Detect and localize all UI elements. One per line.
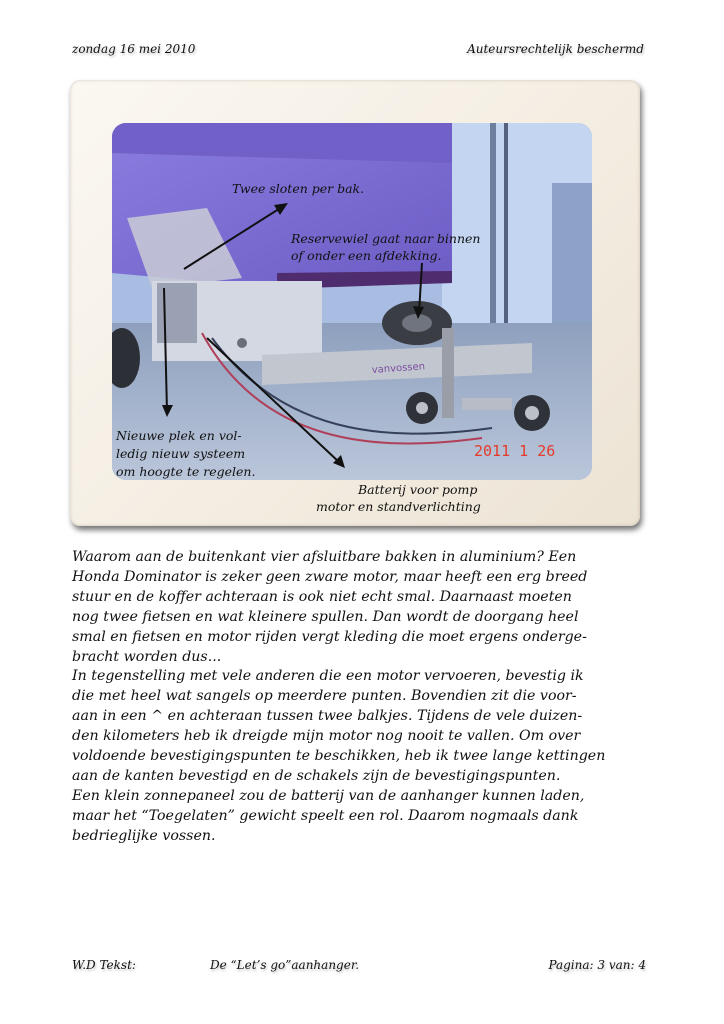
footer-author: W.D Tekst: xyxy=(72,958,136,972)
caption-height-line-1: Nieuwe plek en vol- xyxy=(116,428,242,443)
photo-watermark: vanvossen xyxy=(371,361,426,376)
caption-height-line-3: om hoogte te regelen. xyxy=(116,464,256,479)
caption-battery-line-2: motor en standverlichting xyxy=(316,499,481,514)
body-line: den kilometers heb ik dreigde mijn motor nog nooit te vallen. Om over xyxy=(72,728,581,745)
body-line: bracht worden dus... xyxy=(72,648,222,665)
caption-height-line-2: ledig nieuw systeem xyxy=(116,446,246,461)
body-line: voldoende bevestigingspunten te beschikken, heb ik twee lange kettingen xyxy=(72,748,606,765)
header-date: zondag 16 mei 2010 xyxy=(72,42,196,56)
footer-title: De “Let’s go”aanhanger. xyxy=(210,958,360,972)
body-line: aan in een ^ en achteraan tussen twee balkjes. Tijdens de vele duizen- xyxy=(72,708,583,725)
trailer-photo-drawing xyxy=(112,123,592,480)
footer-page-number: Pagina: 3 van: 4 xyxy=(548,958,646,972)
photo-timestamp: 2011 1 26 xyxy=(474,442,556,460)
caption-spare-wheel-line-2: of onder een afdekking. xyxy=(291,248,442,263)
body-line: stuur en de koffer achteraan is ook niet echt smal. Daarnaast moeten xyxy=(72,588,572,605)
trailer-photo xyxy=(112,123,592,480)
caption-locks: Twee sloten per bak. xyxy=(232,181,365,196)
body-line: bedrieglijke vossen. xyxy=(72,827,216,844)
body-line: Waarom aan de buitenkant vier afsluitbare bakken in aluminium? Een xyxy=(72,549,577,565)
body-line: smal en fietsen en motor rijden vergt kleding die moet ergens onderge- xyxy=(72,628,587,645)
body-line: Een klein zonnepaneel zou de batterij van de aanhanger kunnen laden, xyxy=(72,787,585,804)
body-line: In tegenstelling met vele anderen die een motor vervoeren, bevestig ik xyxy=(72,668,584,685)
body-text xyxy=(72,548,652,847)
body-line: Honda Dominator is zeker geen zware motor, maar heeft een erg breed xyxy=(72,568,588,585)
body-line: maar het “Toegelaten” gewicht speelt een rol. Daarom nogmaals dank xyxy=(72,807,579,824)
body-line: die met heel wat sangels op meerdere punten. Bovendien zit die voor- xyxy=(72,688,577,705)
caption-battery-line-1: Batterij voor pomp xyxy=(358,482,478,497)
body-line: aan de kanten bevestigd en de schakels zijn de bevestigingspunten. xyxy=(72,767,561,784)
header-copyright: Auteursrechtelijk beschermd xyxy=(467,42,644,56)
body-line: nog twee fietsen en wat kleinere spullen. Dan wordt de doorgang heel xyxy=(72,608,579,625)
caption-spare-wheel-line-1: Reservewiel gaat naar binnen xyxy=(291,231,481,246)
